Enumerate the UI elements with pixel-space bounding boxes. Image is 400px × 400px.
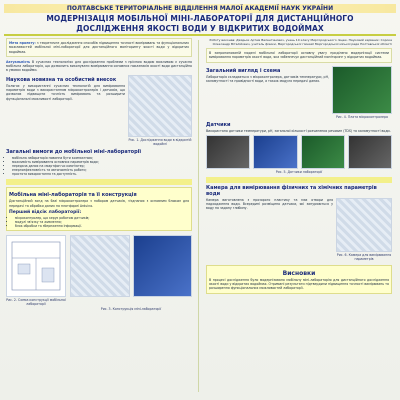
sensor-photo-1: [206, 135, 250, 169]
stage-item: • мікроконтролер, що керує роботою датчиків;: [15, 216, 189, 220]
figure-3-caption: Рис. 3. Конструкція міні-лабораторії: [100, 307, 162, 312]
left-column: [6, 38, 192, 311]
section-separator: [206, 177, 392, 183]
figure-4-photo: [332, 66, 392, 114]
goal-label: Мета проекту:: [9, 41, 36, 45]
conclusions-text: В процесі дослідження було модернізовано мобільну міні-лабораторію для дистанційного дослідження якості води у відкритих водоймах. Отримані результати підтвердили підвищення точності вимірювань та розширення функціональних можливостей лабораторії.: [209, 277, 389, 291]
stage-heading: Перший відсік лабораторії:: [9, 209, 82, 215]
header-banner: ПОЛТАВСЬКЕ ТЕРИТОРІАЛЬНЕ ВІДДІЛЕННЯ МАЛОЇ АКАДЕМІЇ НАУК УКРАЇНИ: [4, 4, 396, 13]
figure-6-caption: Рис. 6. Камера для вимірювання параметрів: [336, 252, 392, 261]
construction-box: [6, 187, 192, 231]
sensors-heading: Датчики: [206, 121, 231, 128]
title-line-1: МОДЕРНІЗАЦІЯ МОБІЛЬНОЇ МІНІ-ЛАБОРАТОРІЇ ДЛЯ ДИСТАНЦІЙНОГО: [46, 14, 354, 23]
novelty-heading: Наукова новизна та особистий внесок: [6, 76, 117, 83]
chamber-text: Камера виготовлена з прозорого пластику та має отвори для надходження води. Всередині розміщено датчики, які занурюються у воду на задану глибину.: [206, 197, 333, 211]
general-item: • передача даних на смартфон чи комп'ютер;: [12, 164, 192, 168]
general-item: • мобільна лабораторія повинна бути компактною;: [12, 156, 192, 160]
poster-title: [4, 14, 396, 36]
relevance-text: В сучасних технологіях для дослідження проблеми з прісною водою важливою є сучасна мобільна лабораторія, що дозволить виконувати вимірювання основних показників якості води дистанційно в умовах водойми.: [6, 59, 193, 73]
figure-6-photo: [336, 198, 392, 252]
intro-text: В запропонованій моделі мобільної лабораторії основну увагу приділено модернізації системи вимірювання параметрів якості води, яка забезпечує дистанційний моніторинг у відкритих водоймах.: [209, 51, 389, 60]
figure-3-photo-b: [133, 235, 193, 297]
novelty-text: Полягає у використанні сучасних технологій для вимірювання параметрів води з використанням мікроконтролерів і датчиків, що дозволяє підвищити точність вимірювань та розширити функціональні можливості лабораторії.: [6, 83, 125, 101]
goal-paragraph: [9, 41, 189, 54]
schematic-icon: [8, 238, 64, 294]
column-divider: [198, 40, 199, 392]
section-separator: [6, 179, 192, 185]
sensors-text: Використано датчики температури, pH, загальної кількості розчинених речовин (TDS) та каламутності води.: [206, 128, 391, 133]
goal-text: з теоретичне дослідження способів підвищення точності вимірювань та функціональних можливостей мобільної міні-лабораторії для дистанційного моніторингу якості води у відкритих водоймах.: [9, 41, 189, 54]
sensor-photo-2: [253, 135, 297, 169]
general-item: • енергоефективність та автономність роботи;: [12, 168, 192, 172]
figure-4-caption: Рис. 4. Плата мікроконтролера: [336, 114, 388, 119]
general-list: [6, 156, 192, 176]
chamber-heading: Камера для вимірювання фізичних та хімічних параметрів води: [206, 184, 377, 197]
relevance-paragraph: [6, 60, 192, 73]
author-block: Роботу виконав: Дзядьок Артем Валентинович, учень 10 класу Миргородського ліцею. Науковий керівник: Сорока Олександр Віталійович, учитель фізики, Миргородської гімназії Миргородської міської ради Полтавської області: [209, 38, 392, 46]
figure-1-caption: Рис. 1. Дослідження води в відкритій водоймі: [128, 137, 192, 146]
conclusions-box: [206, 265, 392, 294]
construction-heading: Мобільна міні-лабораторія та її конструкція: [9, 192, 137, 199]
stage-item: • модулі зв'язку та живлення;: [15, 220, 189, 224]
general-item: • можливість вимірювання основних параметрів води;: [12, 160, 192, 164]
goal-box: [6, 38, 192, 57]
title-underline: [4, 34, 396, 36]
relevance-label: Актуальність: [6, 59, 31, 64]
general-heading: Загальні вимоги до мобільної міні-лабораторії: [6, 148, 142, 155]
sensor-photo-4: [348, 135, 392, 169]
title-line-2: ДОСЛІДЖЕННЯ ЯКОСТІ ВОДИ У ВІДКРИТИХ ВОДОЙМАХ: [76, 24, 324, 33]
figure-5-caption: Рис. 5. Датчики лабораторії: [275, 169, 323, 174]
sensor-photo-3: [301, 135, 345, 169]
right-column: [206, 38, 392, 294]
figure-3-photo-a: [70, 235, 130, 297]
stage-item: • блок обробки та збереження інформації.: [15, 224, 189, 228]
conclusions-heading: Висновки: [282, 269, 316, 277]
general-item: • простота використання та доступність.: [12, 172, 192, 176]
scheme-text: Лабораторія складається з мікроконтролера, датчиків температури, pH, каламутності та провідності води, а також модуля передачі даних.: [206, 74, 329, 83]
construction-text: Дистанційний зонд на базі мікроконтролера з набором датчиків, з'єднаних з основним блоком для передачі та обробки даних на платформі Arduino.: [9, 199, 189, 208]
figure-1-photo: [128, 75, 192, 137]
intro-box: [206, 48, 392, 63]
figure-2-diagram: [6, 235, 66, 297]
figure-2-caption: Рис. 2. Схема конструкції мобільної лабораторії: [6, 298, 66, 307]
scheme-heading: Загальний вигляд і схема: [206, 67, 281, 74]
stage-list: [9, 216, 189, 228]
